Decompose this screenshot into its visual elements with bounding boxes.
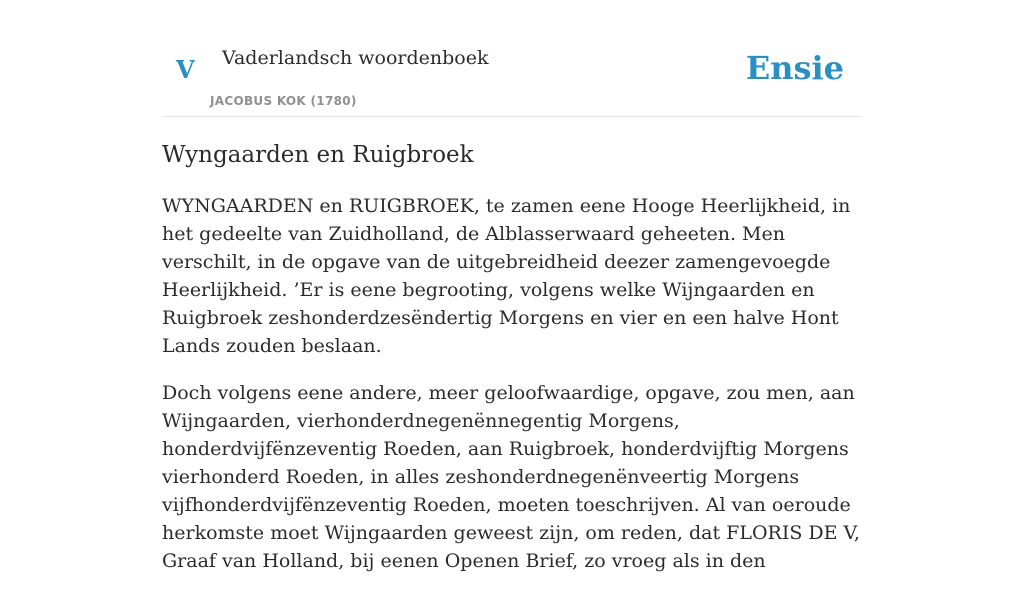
- article-title: Wyngaarden en Ruigbroek: [162, 142, 474, 168]
- book-header: [162, 0, 862, 117]
- article-paragraph: WYNGAARDEN en RUIGBROEK, te zamen eene Hooge Heerlijkheid, in het gedeelte van Zuidholland, de Alblasserwaard geheeten. Men verschilt, in de opgave van de uitgebreidheid deezer zamengevoegde Heerlijkheid. ’Er is eene begrooting, volgens welke Wijngaarden en Ruigbroek zeshonderdzesëndertig Morgens en vier en een halve Hont Lands zouden beslaan.: [162, 195, 851, 357]
- article-body: [162, 192, 864, 575]
- ensie-logo[interactable]: Ensie: [745, 49, 844, 87]
- book-author: JACOBUS KOK (1780): [210, 94, 357, 108]
- book-title-link[interactable]: Vaderlandsch woordenboek: [222, 47, 489, 69]
- article: [162, 138, 864, 594]
- article-paragraph: Doch volgens eene andere, meer geloofwaardige, opgave, zou men, aan Wijngaarden, vierhonderdnegenënnegentig Morgens, honderdvijfënzeventig Roeden, aan Ruigbroek, honderdvijftig Morgens vierhonderd Roeden, in alles zeshonderdnegenënveertig Morgens vijfhonderdvijfënzeventig Roeden, moeten toeschrijven. Al van oeroude herkomste moet Wijngaarden geweest zijn, om reden, dat FLORIS DE V, Graaf van Holland, bij eenen Openen Brief, zo vroeg als in den: [162, 382, 860, 572]
- book-letter: V: [176, 55, 195, 84]
